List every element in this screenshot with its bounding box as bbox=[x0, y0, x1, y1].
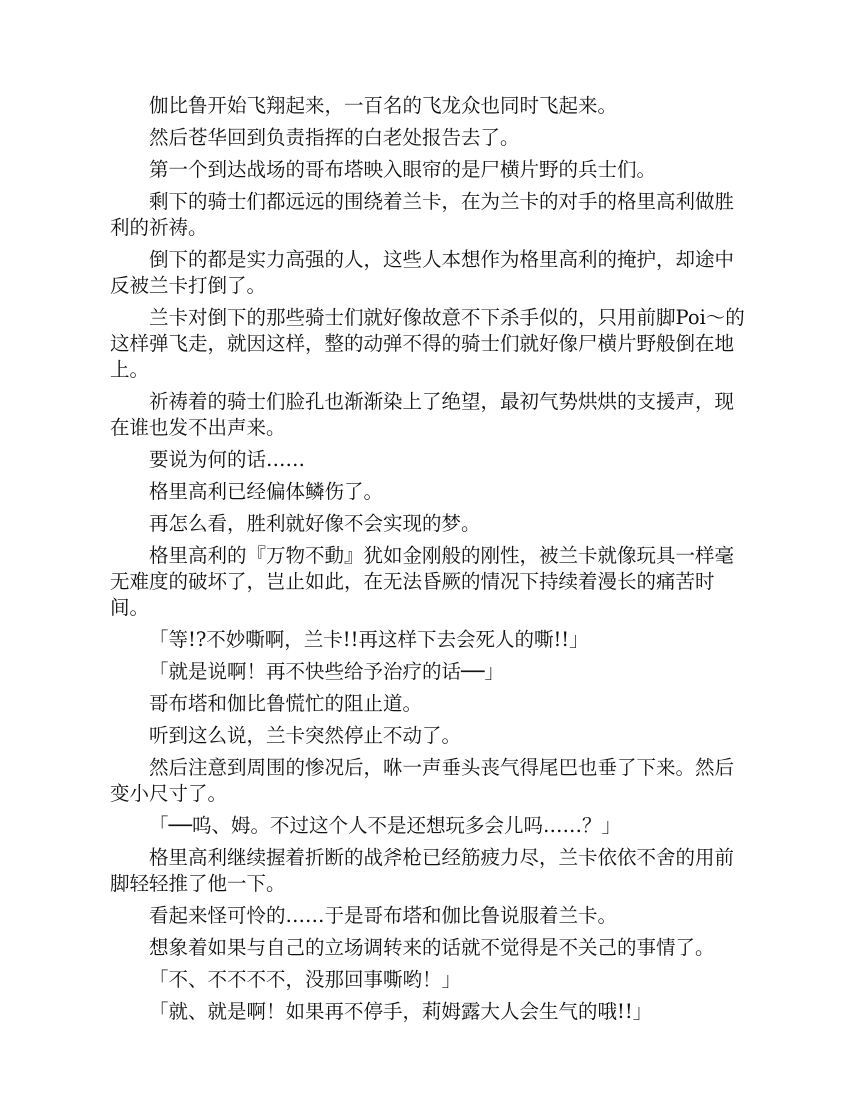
paragraph: 想象着如果与自己的立场调转来的话就不觉得是不关己的事情了。 bbox=[149, 936, 715, 959]
paragraph: 「等!?不妙嘶啊，兰卡!!再这样下去会死人的嘶!!」 bbox=[149, 628, 589, 651]
paragraph: 伽比鲁开始飞翔起来，一百名的飞龙众也同时飞起来。 bbox=[149, 94, 618, 117]
paragraph: 要说为何的话…… bbox=[149, 448, 306, 471]
paragraph: 倒下的都是实力高强的人，这些人本想作为格里高利的掩护，却途中反被兰卡打倒了。 bbox=[110, 248, 735, 297]
paragraph: 「──呜、姆。不过这个人不是还想玩多会儿吗……？」 bbox=[149, 814, 621, 837]
paragraph: 「不、不不不不，没那回事嘶哟！」 bbox=[149, 968, 462, 991]
paragraph: 看起来怪可怜的……于是哥布塔和伽比鲁说服着兰卡。 bbox=[149, 904, 618, 927]
paragraph: 第一个到达战场的哥布塔映入眼帘的是尸横片野的兵士们。 bbox=[149, 158, 657, 181]
paragraph: 格里高利继续握着折断的战斧枪已经筋疲力尽，兰卡依依不舍的用前脚轻轻推了他一下。 bbox=[110, 846, 735, 895]
paragraph: 再怎么看，胜利就好像不会实现的梦。 bbox=[149, 512, 481, 535]
paragraph: 哥布塔和伽比鲁慌忙的阻止道。 bbox=[149, 692, 423, 715]
paragraph: 然后苍华回到负责指挥的白老处报告去了。 bbox=[149, 126, 520, 149]
paragraph: 格里高利已经偏体鳞伤了。 bbox=[149, 480, 384, 503]
paragraph: 然后注意到周围的惨况后，咻一声垂头丧气得尾巴也垂了下来。然后变小尺寸了。 bbox=[110, 756, 735, 805]
paragraph: 剩下的骑士们都远远的围绕着兰卡，在为兰卡的对手的格里高利做胜利的祈祷。 bbox=[110, 190, 735, 239]
paragraph: 兰卡对倒下的那些骑士们就好像故意不下杀手似的，只用前脚Poi～的这样弹飞走，就因这样，整的动弹不得的骑士们就好像尸横片野般倒在地上。 bbox=[110, 306, 745, 381]
paragraph: 「就是说啊！再不快些给予治疗的话──」 bbox=[149, 660, 504, 683]
paragraph: 格里高利的『万物不動』犹如金刚般的刚性，被兰卡就像玩具一样毫无难度的破坏了，岂止如此，在无法昏厥的情况下持续着漫长的痛苦时间。 bbox=[110, 544, 735, 619]
paragraph: 「就、就是啊！如果再不停手，莉姆露大人会生气的哦!!」 bbox=[149, 1000, 653, 1023]
paragraph: 祈祷着的骑士们脸孔也渐渐染上了绝望，最初气势烘烘的支援声，现在谁也发不出声来。 bbox=[110, 390, 735, 439]
paragraph: 听到这么说，兰卡突然停止不动了。 bbox=[149, 724, 462, 747]
